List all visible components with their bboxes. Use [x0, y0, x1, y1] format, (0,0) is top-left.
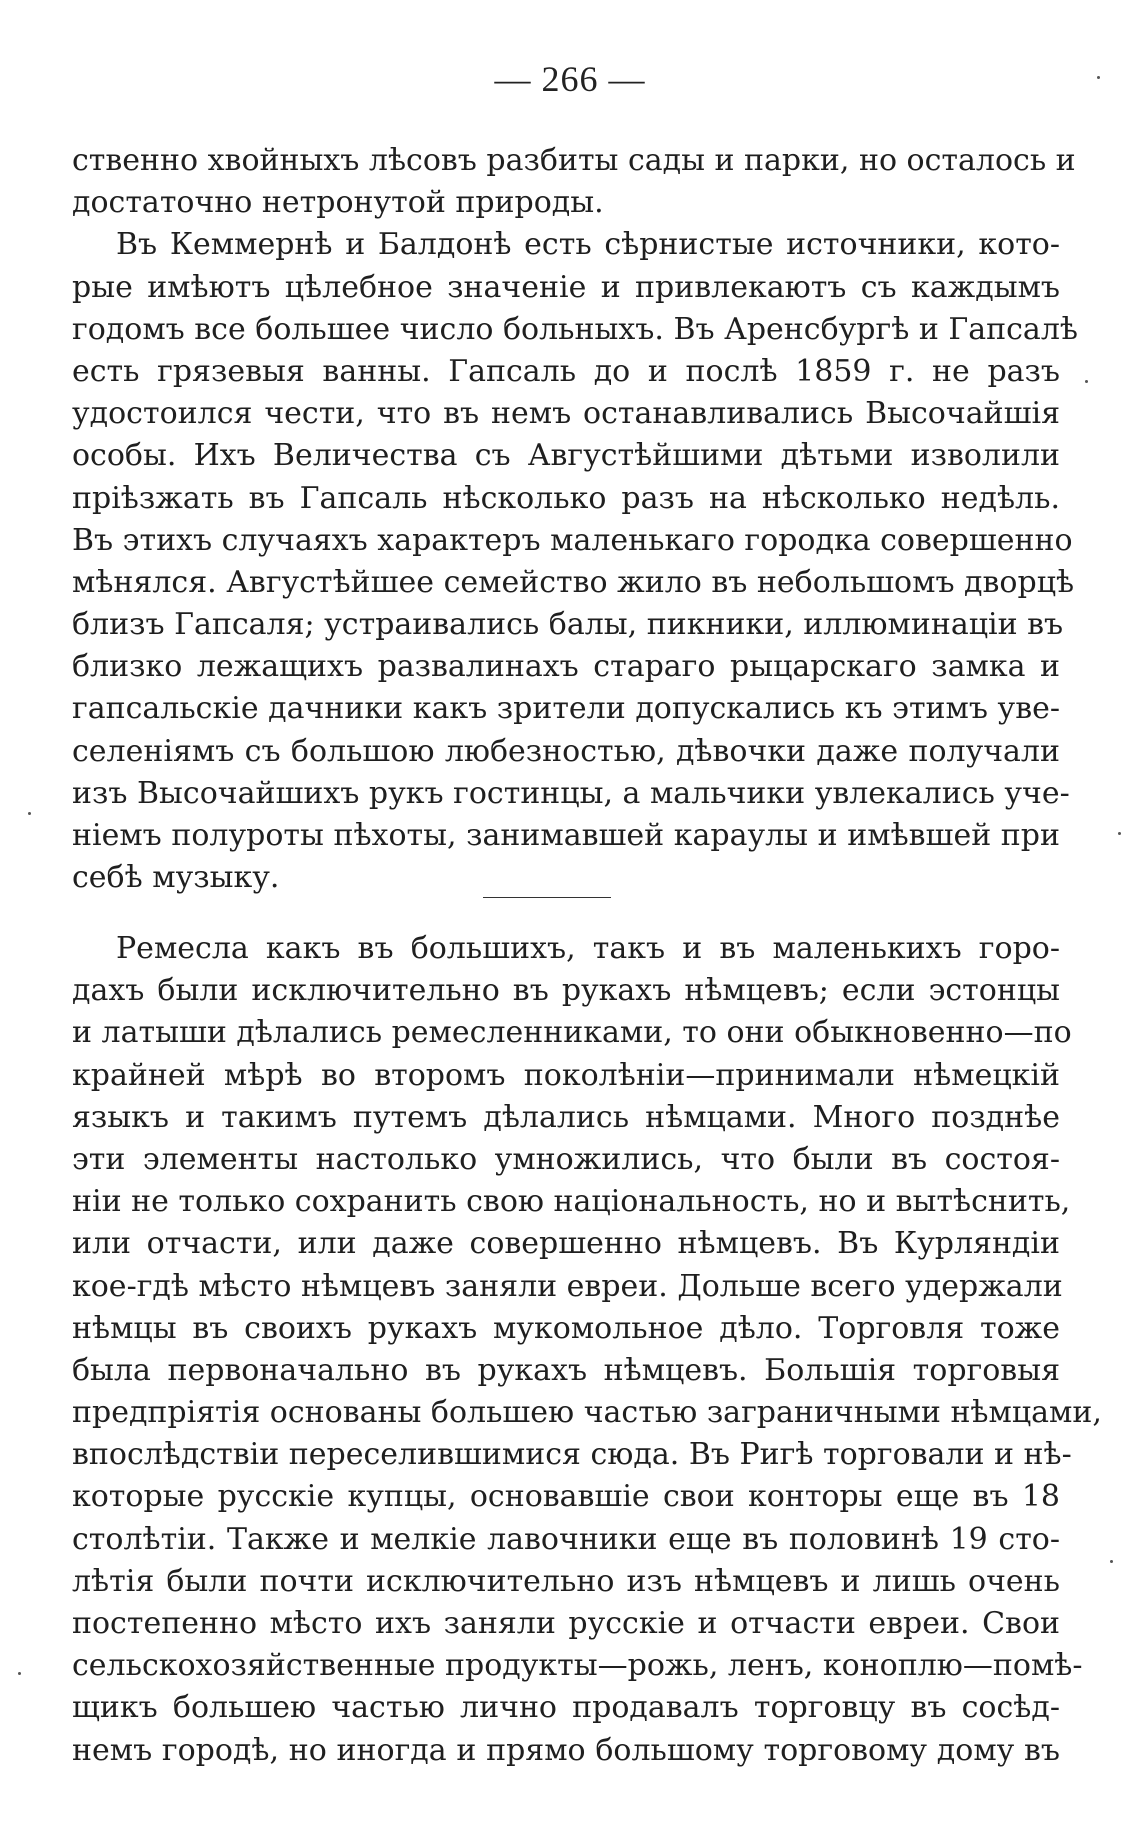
- paragraph-resorts: [72, 140, 1078, 899]
- text-line: была первоначально въ рукахъ нѣмцевъ. Большія торговыя: [72, 1352, 1060, 1388]
- text-line: особы. Ихъ Величества съ Августѣйшими дѣтьми изволили: [72, 438, 1060, 474]
- text-line: изъ Высочайшихъ рукъ гостинцы, а мальчики увлекались уче-: [72, 775, 1070, 811]
- text-line: рые имѣютъ цѣлебное значеніе и привлекаютъ съ каждымъ: [72, 269, 1060, 305]
- scan-speck: [1118, 832, 1121, 835]
- text-line: эти элементы настолько умножились, что были въ состоя-: [72, 1141, 1060, 1177]
- text-line: пріѣзжать въ Гапсаль нѣсколько разъ на нѣсколько недѣль.: [72, 480, 1060, 516]
- text-line: селеніямъ съ большою любезностью, дѣвочки даже получали: [72, 733, 1060, 769]
- text-line: постепенно мѣсто ихъ заняли русскіе и отчасти евреи. Свои: [72, 1606, 1060, 1641]
- text-line: или отчасти, или даже совершенно нѣмцевъ. Въ Курляндіи: [72, 1226, 1060, 1262]
- text-line: ніи не только сохранить свою національность, но и вытѣснить,: [72, 1184, 1071, 1220]
- section-separator-rule: [483, 897, 611, 898]
- scan-speck: [1097, 76, 1100, 79]
- scan-speck: [1085, 380, 1088, 383]
- text-line: удостоился чести, что въ немъ останавливались Высочайшія: [72, 396, 1060, 432]
- text-line: нѣмцы въ своихъ рукахъ мукомольное дѣло. Торговля тоже: [72, 1310, 1060, 1346]
- text-line: гапсальскіе дачники какъ зрители допускались къ этимъ уве-: [72, 691, 1060, 727]
- text-line: кое-гдѣ мѣсто нѣмцевъ заняли евреи. Дольше всего удержали: [72, 1268, 1063, 1304]
- text-line: ственно хвойныхъ лѣсовъ разбиты сады и парки, но осталось и: [72, 143, 1076, 178]
- text-line: Въ этихъ случаяхъ характеръ маленькаго городка совершенно: [72, 522, 1073, 558]
- text-line: близъ Гапсаля; устраивались балы, пикники, иллюминаціи въ: [72, 607, 1064, 643]
- text-line: близко лежащихъ развалинахъ стараго рыцарскаго замка и: [72, 649, 1060, 685]
- paragraph-crafts-and-trade: [72, 928, 1102, 1772]
- text-line: Въ Кеммернѣ и Балдонѣ есть сѣрнистые источники, кото-: [116, 227, 1060, 263]
- text-line: есть грязевыя ванны. Гапсаль до и послѣ 1859 г. не разъ: [72, 353, 1060, 389]
- scan-speck: [18, 1672, 21, 1675]
- text-line: крайней мѣрѣ во второмъ поколѣніи—принимали нѣмецкій: [72, 1057, 1060, 1093]
- text-line: щикъ большею частью лично продавалъ торговцу въ сосѣд-: [72, 1690, 1060, 1726]
- text-line: дахъ были исключительно въ рукахъ нѣмцевъ; если эстонцы: [72, 973, 1060, 1009]
- text-line: языкъ и такимъ путемъ дѣлались нѣмцами. Много позднѣе: [72, 1099, 1060, 1135]
- scan-speck: [1110, 1560, 1113, 1563]
- text-line: которые русскіе купцы, основавшіе свои конторы еще въ 18: [72, 1479, 1060, 1515]
- scan-speck: [28, 812, 31, 815]
- text-line: ніемъ полуроты пѣхоты, занимавшей караулы и имѣвшей при: [72, 818, 1060, 853]
- text-line: лѣтія были почти исключительно изъ нѣмцевъ и лишь очень: [72, 1563, 1060, 1599]
- text-line: сельскохозяйственные продукты—рожь, ленъ, коноплю—помѣ-: [72, 1648, 1083, 1684]
- text-line: годомъ все большее число больныхъ. Въ Аренсбургѣ и Гапсалѣ: [72, 311, 1078, 347]
- text-line: мѣнялся. Августѣйшее семейство жило въ небольшомъ дворцѣ: [72, 564, 1075, 600]
- text-line: Ремесла какъ въ большихъ, такъ и въ маленькихъ горо-: [116, 931, 1060, 966]
- text-line: предпріятія основаны большею частью заграничными нѣмцами,: [72, 1395, 1102, 1431]
- text-line: себѣ музыку.: [72, 860, 280, 896]
- text-line: впослѣдствіи переселившимися сюда. Въ Ригѣ торговали и нѣ-: [72, 1437, 1072, 1473]
- text-line: и латыши дѣлались ремесленниками, то они обыкновенно—по: [72, 1015, 1072, 1051]
- text-line: достаточно нетронутой природы.: [72, 185, 604, 221]
- page-number: — 266 —: [494, 59, 646, 99]
- text-line: немъ городѣ, но иногда и прямо большому торговому дому въ: [72, 1732, 1060, 1768]
- text-line: столѣтіи. Также и мелкіе лавочники еще въ половинѣ 19 сто-: [72, 1521, 1060, 1557]
